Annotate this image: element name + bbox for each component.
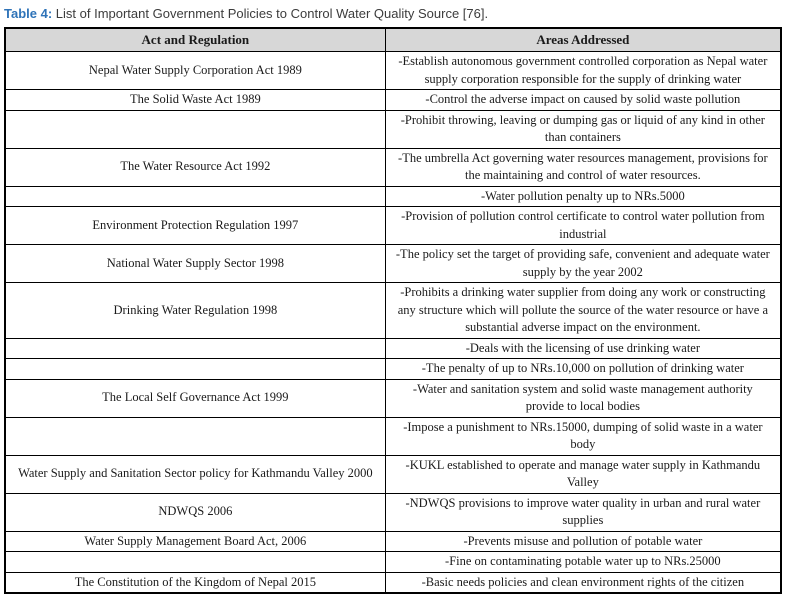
act-cell: The Water Resource Act 1992	[5, 148, 385, 186]
act-cell	[5, 417, 385, 455]
area-cell: -The umbrella Act governing water resources management, provisions for the maintaining and control of water resources.	[385, 148, 781, 186]
act-cell: Water Supply and Sanitation Sector policy for Kathmandu Valley 2000	[5, 455, 385, 493]
table-row	[5, 379, 781, 417]
area-cell: -Provision of pollution control certificate to control water pollution from industrial	[385, 207, 781, 245]
act-cell	[5, 110, 385, 148]
table-row	[5, 90, 781, 111]
column-header-act-and-regulation: Act and Regulation	[5, 28, 385, 52]
act-cell	[5, 186, 385, 207]
table-header-row	[5, 28, 781, 52]
act-cell	[5, 338, 385, 359]
area-cell: -Establish autonomous government controlled corporation as Nepal water supply corporation responsible for the supply of drinking water	[385, 52, 781, 90]
policies-table	[4, 27, 782, 594]
area-cell: -Water and sanitation system and solid waste management authority provide to local bodies	[385, 379, 781, 417]
table-row	[5, 493, 781, 531]
act-cell: National Water Supply Sector 1998	[5, 245, 385, 283]
act-cell: Water Supply Management Board Act, 2006	[5, 531, 385, 552]
area-cell: -Prevents misuse and pollution of potable water	[385, 531, 781, 552]
area-cell: -NDWQS provisions to improve water quality in urban and rural water supplies	[385, 493, 781, 531]
act-cell	[5, 552, 385, 573]
table-body	[5, 52, 781, 594]
area-cell: -Deals with the licensing of use drinking water	[385, 338, 781, 359]
area-cell: -Water pollution penalty up to NRs.5000	[385, 186, 781, 207]
table-row	[5, 186, 781, 207]
area-cell: -Prohibit throwing, leaving or dumping gas or liquid of any kind in other than containers	[385, 110, 781, 148]
act-cell: NDWQS 2006	[5, 493, 385, 531]
act-cell: Environment Protection Regulation 1997	[5, 207, 385, 245]
table-caption	[4, 6, 786, 22]
table-row	[5, 207, 781, 245]
act-cell: Nepal Water Supply Corporation Act 1989	[5, 52, 385, 90]
table-caption-label: Table 4:	[4, 6, 53, 21]
area-cell: -Fine on contaminating potable water up to NRs.25000	[385, 552, 781, 573]
table-row	[5, 110, 781, 148]
table-row	[5, 531, 781, 552]
area-cell: -Basic needs policies and clean environment rights of the citizen	[385, 572, 781, 593]
area-cell: -The penalty of up to NRs.10,000 on pollution of drinking water	[385, 359, 781, 380]
table-row	[5, 552, 781, 573]
area-cell: -The policy set the target of providing safe, convenient and adequate water supply by the year 2002	[385, 245, 781, 283]
table-row	[5, 148, 781, 186]
act-cell	[5, 359, 385, 380]
act-cell: Drinking Water Regulation 1998	[5, 283, 385, 339]
act-cell: The Constitution of the Kingdom of Nepal 2015	[5, 572, 385, 593]
table-caption-text: List of Important Government Policies to Control Water Quality Source [76].	[52, 6, 489, 21]
table-row	[5, 338, 781, 359]
table-row	[5, 245, 781, 283]
area-cell: -Control the adverse impact on caused by solid waste pollution	[385, 90, 781, 111]
table-row	[5, 52, 781, 90]
area-cell: -Impose a punishment to NRs.15000, dumping of solid waste in a water body	[385, 417, 781, 455]
area-cell: -KUKL established to operate and manage water supply in Kathmandu Valley	[385, 455, 781, 493]
column-header-areas-addressed: Areas Addressed	[385, 28, 781, 52]
area-cell: -Prohibits a drinking water supplier from doing any work or constructing any structure which will pollute the source of the water resource or have a substantial adverse impact on the environment.	[385, 283, 781, 339]
act-cell: The Solid Waste Act 1989	[5, 90, 385, 111]
table-row	[5, 417, 781, 455]
table-row	[5, 455, 781, 493]
act-cell: The Local Self Governance Act 1999	[5, 379, 385, 417]
table-row	[5, 359, 781, 380]
table-row	[5, 283, 781, 339]
